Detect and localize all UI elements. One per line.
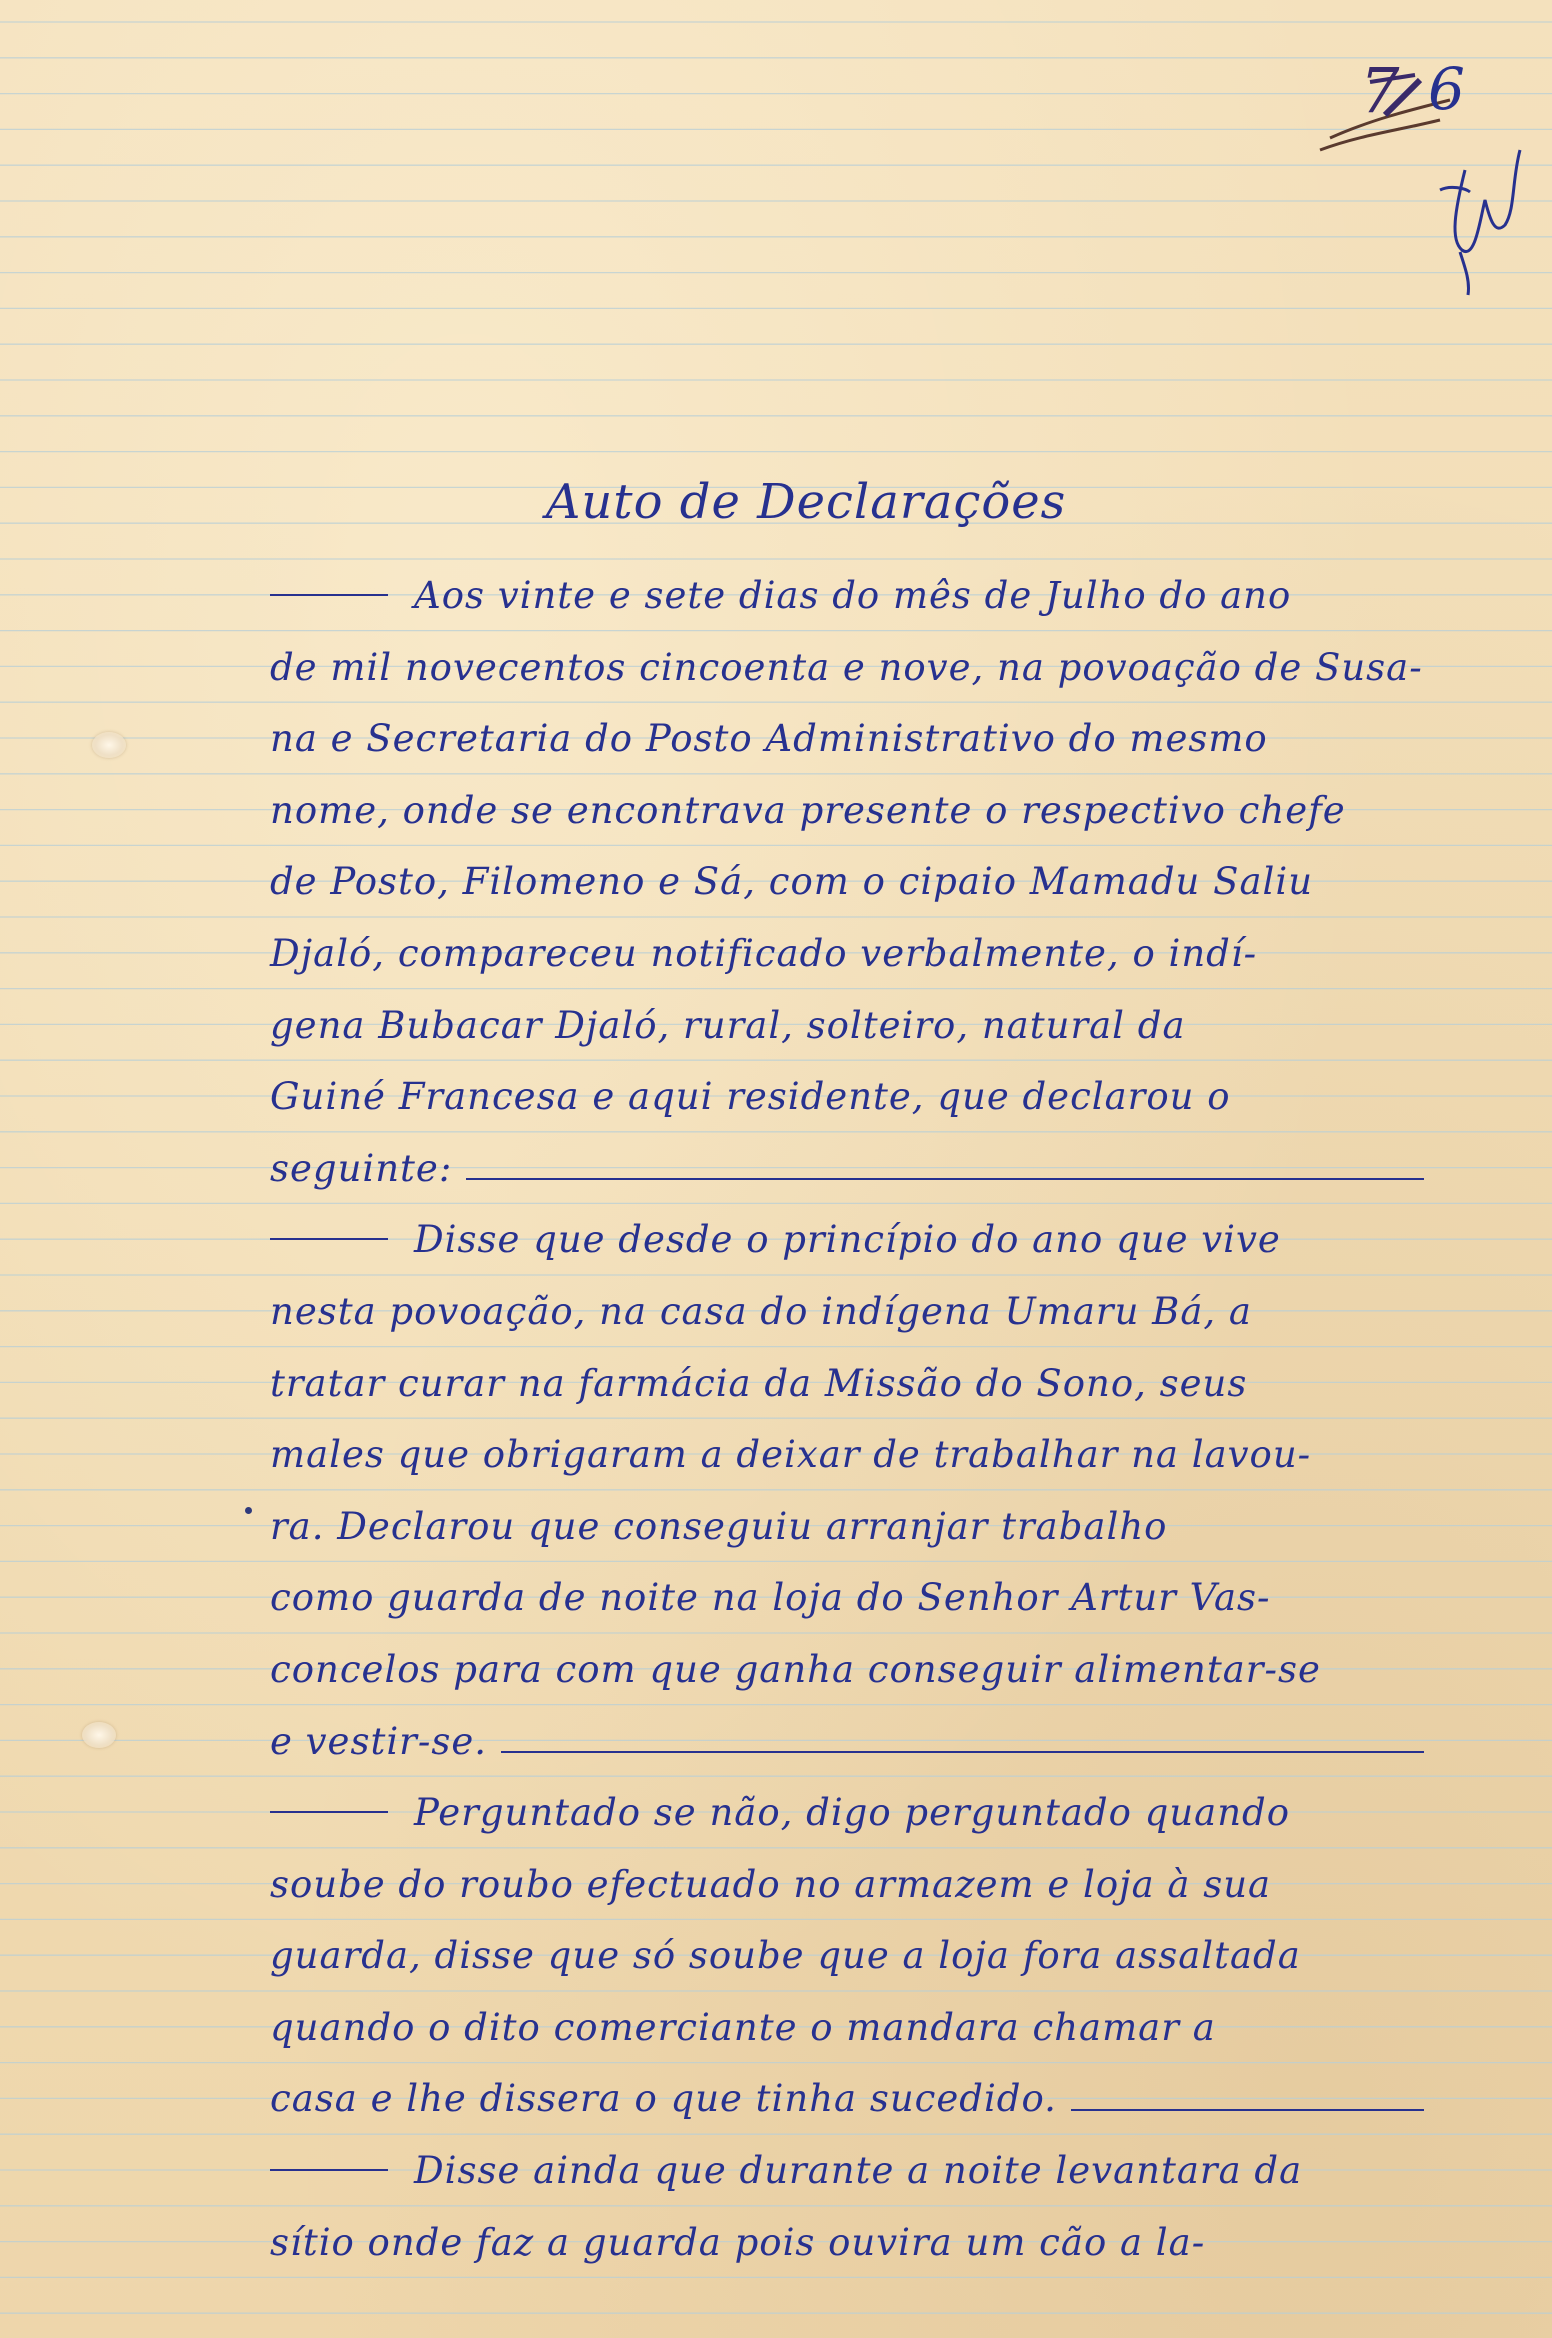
line-text: gena Bubacar Djaló, rural, solteiro, natural da xyxy=(270,1003,1186,1047)
text-line xyxy=(270,990,1450,1062)
text-line xyxy=(270,2135,1450,2207)
line-text: Aos vinte e sete dias do mês de Julho do ano xyxy=(414,574,1292,617)
text-line xyxy=(270,1849,1450,1921)
line-text: nesta povoação, na casa do indígena Umaru Bá, a xyxy=(270,1289,1252,1333)
folio-number: 7 xyxy=(1360,54,1401,127)
document-title: Auto de Declarações xyxy=(545,474,1067,530)
line-text: ra. Declarou que conseguiu arranjar trabalho xyxy=(270,1504,1168,1548)
trail-dash xyxy=(466,1178,1424,1180)
line-text: na e Secretaria do Posto Administrativo do mesmo xyxy=(270,717,1268,761)
page-number: 6 xyxy=(1428,55,1466,123)
text-line xyxy=(270,1491,1450,1563)
text-line xyxy=(270,1133,1450,1205)
line-text: nome, onde se encontrava presente o respectivo chefe xyxy=(270,788,1346,832)
line-text: de mil novecentos cincoenta e nove, na povoação de Susa- xyxy=(270,645,1423,689)
ink-dot xyxy=(245,1507,252,1514)
line-text: Djaló, compareceu notificado verbalmente, o indí- xyxy=(270,931,1258,975)
line-text: quando o dito comerciante o mandara chamar a xyxy=(270,2005,1216,2049)
line-text: guarda, disse que só soube que a loja fora assaltada xyxy=(270,1934,1301,1978)
text-line xyxy=(270,2063,1450,2135)
text-line xyxy=(270,1276,1450,1348)
punch-hole-bottom xyxy=(82,1722,116,1748)
text-line xyxy=(270,846,1450,918)
text-line xyxy=(270,2207,1450,2279)
text-line xyxy=(270,1777,1450,1849)
line-text: soube do roubo efectuado no armazem e loja à sua xyxy=(270,1862,1272,1906)
line-text: males que obrigaram a deixar de trabalhar na lavou- xyxy=(270,1433,1312,1477)
text-line xyxy=(270,775,1450,847)
line-text: Disse que desde o princípio do ano que vive xyxy=(414,1218,1281,1262)
line-text: de Posto, Filomeno e Sá, com o cipaio Mamadu Saliu xyxy=(270,860,1314,904)
text-line xyxy=(270,1920,1450,1992)
lead-dash xyxy=(270,1238,388,1240)
trail-dash xyxy=(1071,2109,1424,2111)
line-text: como guarda de noite na loja do Senhor Artur Vas- xyxy=(270,1576,1271,1620)
text-line xyxy=(270,1348,1450,1420)
handwritten-body xyxy=(270,560,1450,2278)
line-text: casa e lhe dissera o que tinha sucedido. xyxy=(270,2077,1057,2121)
text-line xyxy=(270,560,1450,632)
text-line xyxy=(270,632,1450,704)
line-text: e vestir-se. xyxy=(270,1719,487,1763)
line-text: Disse ainda que durante a noite levantara da xyxy=(414,2149,1303,2193)
text-line xyxy=(270,1562,1450,1634)
text-line xyxy=(270,1992,1450,2064)
text-line xyxy=(270,1706,1450,1778)
text-line xyxy=(270,1634,1450,1706)
lead-dash xyxy=(270,594,388,596)
text-line xyxy=(270,918,1450,990)
text-line xyxy=(270,1204,1450,1276)
punch-hole-top xyxy=(92,732,126,758)
line-text: seguinte: xyxy=(270,1146,453,1190)
line-text: Perguntado se não, digo perguntado quando xyxy=(414,1791,1291,1835)
text-line xyxy=(270,703,1450,775)
line-text: sítio onde faz a guarda pois ouvira um cão a la- xyxy=(270,2220,1206,2264)
lead-dash xyxy=(270,2169,388,2171)
trail-dash xyxy=(501,1751,1424,1753)
line-text: Guiné Francesa e aqui residente, que declarou o xyxy=(270,1075,1231,1119)
line-text: tratar curar na farmácia da Missão do Sono, seus xyxy=(270,1361,1248,1405)
text-line xyxy=(270,1419,1450,1491)
text-line xyxy=(270,1061,1450,1133)
line-text: concelos para com que ganha conseguir alimentar-se xyxy=(270,1647,1321,1691)
folio-mark-stamp xyxy=(1290,20,1530,300)
lead-dash xyxy=(270,1811,388,1813)
